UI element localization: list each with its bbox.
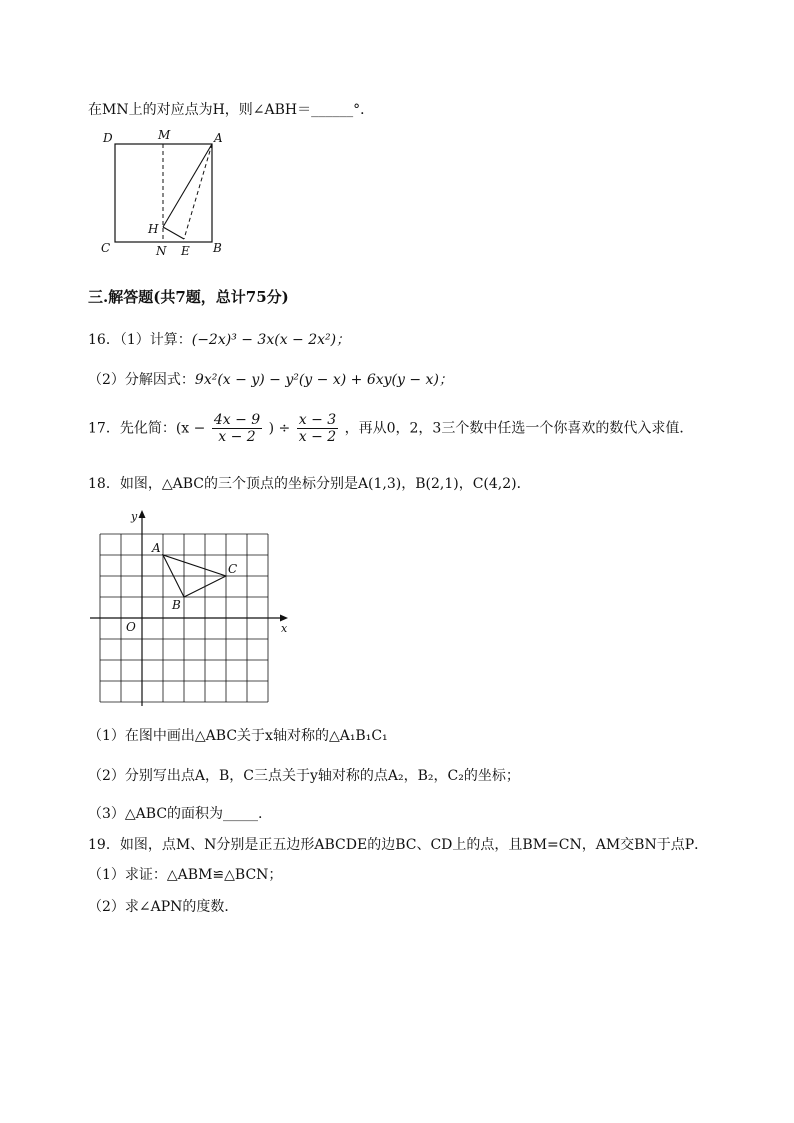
q19-stem: 19．如图，点M、N分别是正五边形ABCDE的边BC、CD上的点，且BM=CN，AM交BN于点P． (88, 837, 709, 853)
segment-he (163, 227, 184, 239)
q16-part1-expr: (−2x)³ − 3x(x − 2x²)； (191, 332, 351, 348)
y-axis-label: y (131, 510, 138, 523)
q17-frac1-denominator: x − 2 (218, 429, 256, 445)
label-m: M (158, 128, 171, 142)
label-c: C (101, 241, 111, 255)
origin-label: O (126, 620, 136, 634)
q18-part1: （1）在图中画出△ABC关于x轴对称的△A₁B₁C₁ (88, 728, 388, 744)
q16-part2 (88, 370, 453, 390)
label-b: B (213, 241, 222, 255)
fold-line-ae (184, 144, 212, 239)
label-d: D (103, 131, 113, 145)
q19-part2: （2）求∠APN的度数． (88, 899, 239, 915)
q17-prefix: 17．先化简：(x − (88, 420, 206, 437)
vertex-c-label: C (228, 562, 238, 576)
vertex-a-label: A (152, 541, 161, 555)
label-e: E (181, 244, 190, 258)
x-axis-arrow (280, 615, 288, 622)
q16-part2-expr: 9x²(x − y) − y²(y − x) + 6xy(y − x)； (194, 372, 453, 388)
y-axis-arrow (139, 510, 146, 518)
segment-ah (163, 144, 212, 227)
q17-fraction-2 (297, 412, 338, 445)
figure-square (96, 126, 236, 260)
q16-part1-prefix: 16．（1）计算： (88, 332, 192, 348)
label-a: A (214, 131, 223, 145)
vertex-b-label: B (172, 598, 181, 612)
q18-part3: （3）△ABC的面积为_____. (88, 806, 263, 822)
q17 (88, 412, 693, 445)
q18-part2: （2）分别写出点A，B，C三点关于y轴对称的点A₂，B₂，C₂的坐标； (88, 768, 520, 784)
q16-part2-prefix: （2）分解因式： (88, 372, 195, 388)
q17-fraction-1 (212, 412, 262, 445)
q19-part1: （1）求证：△ABM≌△BCN； (88, 867, 283, 883)
q17-suffix: ，再从0，2，3三个数中任选一个你喜欢的数代入求值． (344, 420, 694, 437)
label-n: N (156, 244, 167, 258)
section-3-title: 三.解答题(共7题，总计75分) (88, 288, 289, 306)
coordinate-grid-figure (86, 506, 296, 706)
q16-part1 (88, 330, 350, 350)
q17-frac2-numerator: x − 3 (298, 412, 337, 428)
label-h: H (148, 222, 159, 236)
q17-frac1-numerator: 4x − 9 (213, 412, 261, 428)
q17-frac2-denominator: x − 2 (298, 429, 337, 445)
x-axis-label: x (281, 622, 288, 635)
q18-stem: 18．如图，△ABC的三个顶点的坐标分别是A(1,3)，B(2,1)，C(4,2)． (88, 476, 531, 492)
q15-tail: 在MN上的对应点为H，则∠ABH＝______°． (88, 102, 375, 118)
q17-mid: ) ÷ (268, 420, 291, 437)
